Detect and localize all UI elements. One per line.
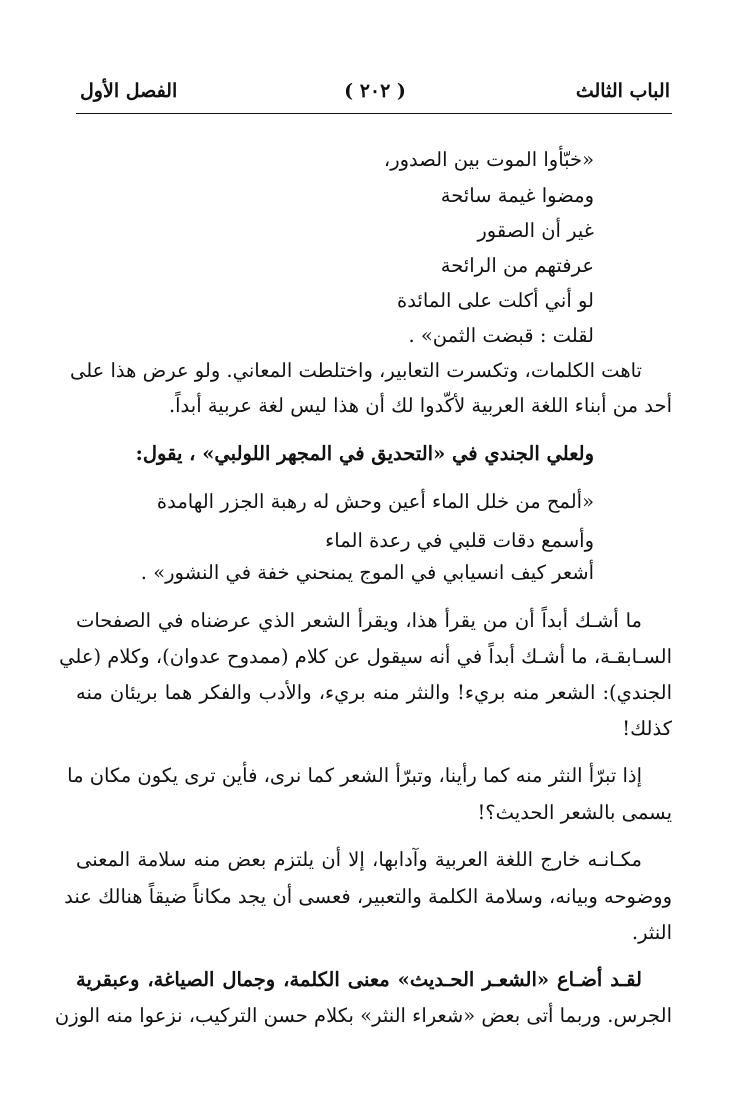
section-title: الفصل الأول [80, 80, 178, 102]
header-divider [76, 113, 672, 114]
paragraph-line: ما أشـك أبداً أن من يقرأ هذا، ويقرأ الشعر الذي عرضناه في الصفحات [76, 609, 642, 632]
poem2-line: وأسمع دقات قلبي في رعدة الماء [325, 529, 594, 552]
paragraph-line: كذلك! [622, 717, 672, 740]
paragraph-line: إذا تبرّأ النثر منه كما رأينا، وتبرّأ الشعر كما نرى، فأين ترى يكون مكان ما [67, 764, 642, 787]
quote-intro: ولعلي الجندي في «التحديق في المجهر اللولبي» ، يقول: [135, 442, 594, 465]
paragraph-line: تاهت الكلمات، وتكسرت التعابير، واختلطت المعاني. ولو عرض هذا على [69, 359, 642, 382]
paragraph-line: الجرس. وربما أتى بعض «شعراء النثر» بكلام حسن التركيب، نزعوا منه الوزن [54, 1004, 672, 1027]
poem1-line: غير أن الصقور [477, 219, 594, 242]
poem1-line: ومضوا غيمة سائحة [440, 184, 594, 207]
paragraph-line: أحد من أبناء اللغة العربية لأكّدوا لك أن هذا ليس لغة عربية أبداً. [168, 394, 672, 417]
paragraph-line: النثر. [631, 921, 672, 944]
poem1-line: لقلت : قبضت الثمن» . [408, 324, 594, 347]
paragraph-line: يسمى بالشعر الحديث؟! [477, 801, 672, 824]
running-header [80, 80, 670, 110]
paragraph-line: الجندي): الشعر منه بريء! والنثر منه بريء، والأدب والفكر هما بريئان منه [76, 681, 672, 704]
paragraph-line: مكـانـه خارج اللغة العربية وآدابها، إلا أن يلتزم بعض منه سلامة المعنى [76, 848, 642, 871]
poem2-line: «ألمح من خلل الماء أعين وحش له رهبة الجزر الهامدة [156, 490, 594, 513]
poem2-line: أشعر كيف انسيابي في الموج يمنحني خفة في النشور» . [140, 561, 594, 584]
paragraph-line: لقـد أضـاع «الشعـر الحـديث» معنى الكلمة، وجمال الصياغة، وعبقرية [76, 968, 642, 991]
paragraph-line: السـابقـة، ما أشـك أبداً في أنه سيقول عن كلام (ممدوح عدوان)، وكلام (علي [59, 645, 672, 668]
paragraph-line: ووضوحه وبيانه، وسلامة الكلمة والتعبير، فعسى أن يجد مكاناً ضيقاً هنالك عند [64, 885, 672, 908]
poem1-line: «خبّأوا الموت بين الصدور، [383, 148, 594, 171]
chapter-title: الباب الثالث [575, 80, 670, 102]
page-number: ( ٢٠٢ ) [344, 80, 406, 102]
poem1-line: عرفتهم من الرائحة [440, 254, 594, 277]
poem1-line: لو أني أكلت على المائدة [396, 289, 594, 312]
